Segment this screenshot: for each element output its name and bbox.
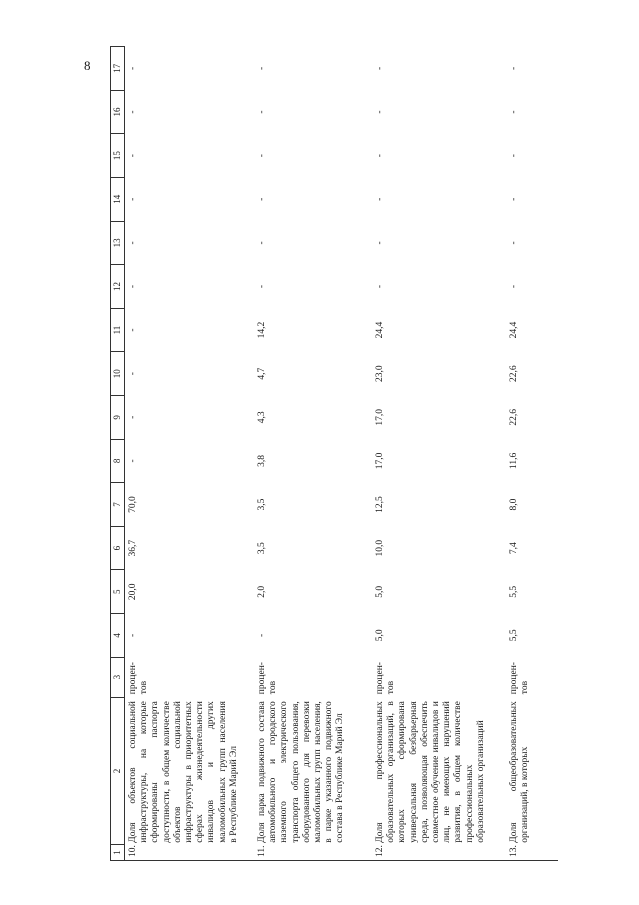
header-cell: 13: [111, 221, 125, 265]
header-cell: 7: [111, 483, 125, 527]
value-cell: 3,8: [257, 454, 267, 467]
value-cell: 3,5: [257, 498, 267, 511]
page-number: 8: [84, 58, 91, 73]
value-cell: 4,7: [257, 367, 267, 380]
value-cell: 8,0: [509, 498, 519, 511]
header-cell: 15: [111, 134, 125, 178]
value-cell: -: [128, 197, 138, 201]
value-cell: -: [128, 459, 138, 463]
value-cell: -: [375, 241, 385, 245]
value-cell: -: [509, 197, 519, 201]
header-cell: 16: [111, 90, 125, 134]
value-cell: -: [375, 66, 385, 70]
value-cell: 10,0: [375, 539, 385, 557]
table-row: [506, 47, 558, 861]
value-cell: 23,0: [375, 365, 385, 383]
header-cell: 14: [111, 177, 125, 221]
value-cell: -: [375, 197, 385, 201]
value-cell: 5,0: [375, 585, 385, 598]
row-description: Доля объектов социальной инфраструктуры, на которые сформированы паспорта доступности, в общем количестве объектов социальной инфраструктуры в приоритетных сферах жизнедеятельности инвалидов и других маломобильных групп населения в Республике Марий Эл: [128, 701, 239, 843]
value-cell: 5,0: [375, 629, 385, 642]
value-cell: 12,5: [375, 496, 385, 513]
value-cell: 14,2: [257, 321, 267, 339]
value-cell: -: [375, 154, 385, 158]
value-cell: 11,6: [509, 452, 519, 470]
value-cell: 2,0: [257, 585, 267, 598]
row-unit: процен-тов: [257, 662, 279, 695]
value-cell: -: [128, 241, 138, 245]
header-cell: 5: [111, 570, 125, 614]
row-description: Доля профессиональных образовательных организаций, в которых сформирована универсальная безбарьерная среда, позволяющая обеспечить совместное обучение инвалидов и лиц, не имеющих нарушений развития, в общем количестве профессиональных образовательных организаций: [375, 701, 486, 843]
table-row: [254, 47, 372, 861]
row-number: 11.: [254, 845, 372, 861]
row-description: Доля общеобразовательных организаций, в которых: [509, 701, 531, 843]
value-cell: -: [257, 241, 267, 245]
table-row: [372, 47, 506, 861]
table-row: [125, 47, 255, 861]
header-cell: 17: [111, 47, 125, 91]
value-cell: -: [257, 197, 267, 201]
value-cell: 22,6: [509, 409, 519, 426]
value-cell: 17,0: [375, 452, 385, 470]
value-cell: -: [509, 284, 519, 289]
value-cell: -: [509, 66, 519, 70]
value-cell: 24,4: [375, 321, 385, 339]
value-cell: 36,7: [128, 539, 138, 557]
header-cell: 12: [111, 265, 125, 309]
row-unit: процен-тов: [509, 662, 531, 695]
value-cell: -: [257, 110, 267, 114]
value-cell: 70,0: [128, 496, 138, 513]
value-cell: 20,0: [128, 583, 138, 601]
header-cell: 1: [111, 845, 125, 861]
header-row: [111, 47, 125, 861]
value-cell: -: [257, 154, 267, 158]
value-cell: -: [128, 110, 138, 114]
rotated-table-wrapper: [110, 46, 580, 861]
value-cell: 17,0: [375, 409, 385, 426]
row-number: 13.: [506, 845, 558, 861]
row-number: 12.: [372, 845, 506, 861]
value-cell: -: [257, 633, 267, 637]
value-cell: -: [509, 110, 519, 114]
value-cell: -: [509, 241, 519, 245]
value-cell: -: [128, 154, 138, 158]
header-cell: 11: [111, 308, 125, 352]
indicators-table: [110, 46, 558, 861]
row-unit: процен-тов: [375, 662, 397, 695]
header-cell: 2: [111, 697, 125, 845]
header-cell: 3: [111, 657, 125, 697]
value-cell: 22,6: [509, 365, 519, 383]
value-cell: -: [257, 66, 267, 70]
value-cell: 5,5: [509, 629, 519, 642]
value-cell: -: [257, 284, 267, 289]
value-cell: -: [128, 633, 138, 637]
row-unit: процен-тов: [128, 662, 150, 695]
value-cell: -: [128, 415, 138, 419]
header-cell: 10: [111, 352, 125, 396]
value-cell: 4,3: [257, 411, 267, 424]
header-cell: 4: [111, 614, 125, 658]
value-cell: -: [375, 284, 385, 289]
value-cell: 7,4: [509, 542, 519, 555]
value-cell: -: [128, 372, 138, 376]
value-cell: 5,5: [509, 585, 519, 598]
value-cell: 3,5: [257, 542, 267, 555]
value-cell: -: [509, 154, 519, 158]
value-cell: 24,4: [509, 321, 519, 339]
value-cell: -: [128, 328, 138, 332]
value-cell: -: [128, 284, 138, 289]
header-cell: 9: [111, 396, 125, 440]
header-cell: 8: [111, 439, 125, 483]
row-number: 10.: [125, 845, 255, 861]
value-cell: -: [128, 66, 138, 70]
row-description: Доля парка подвижного состава автомобильного и городского наземного электрического транспорта общего пользования, оборудованного для перевозки маломобильных групп населения, в парке указанного подвижного состава в Республике Марий Эл: [257, 701, 346, 843]
value-cell: -: [375, 110, 385, 114]
header-cell: 6: [111, 526, 125, 570]
